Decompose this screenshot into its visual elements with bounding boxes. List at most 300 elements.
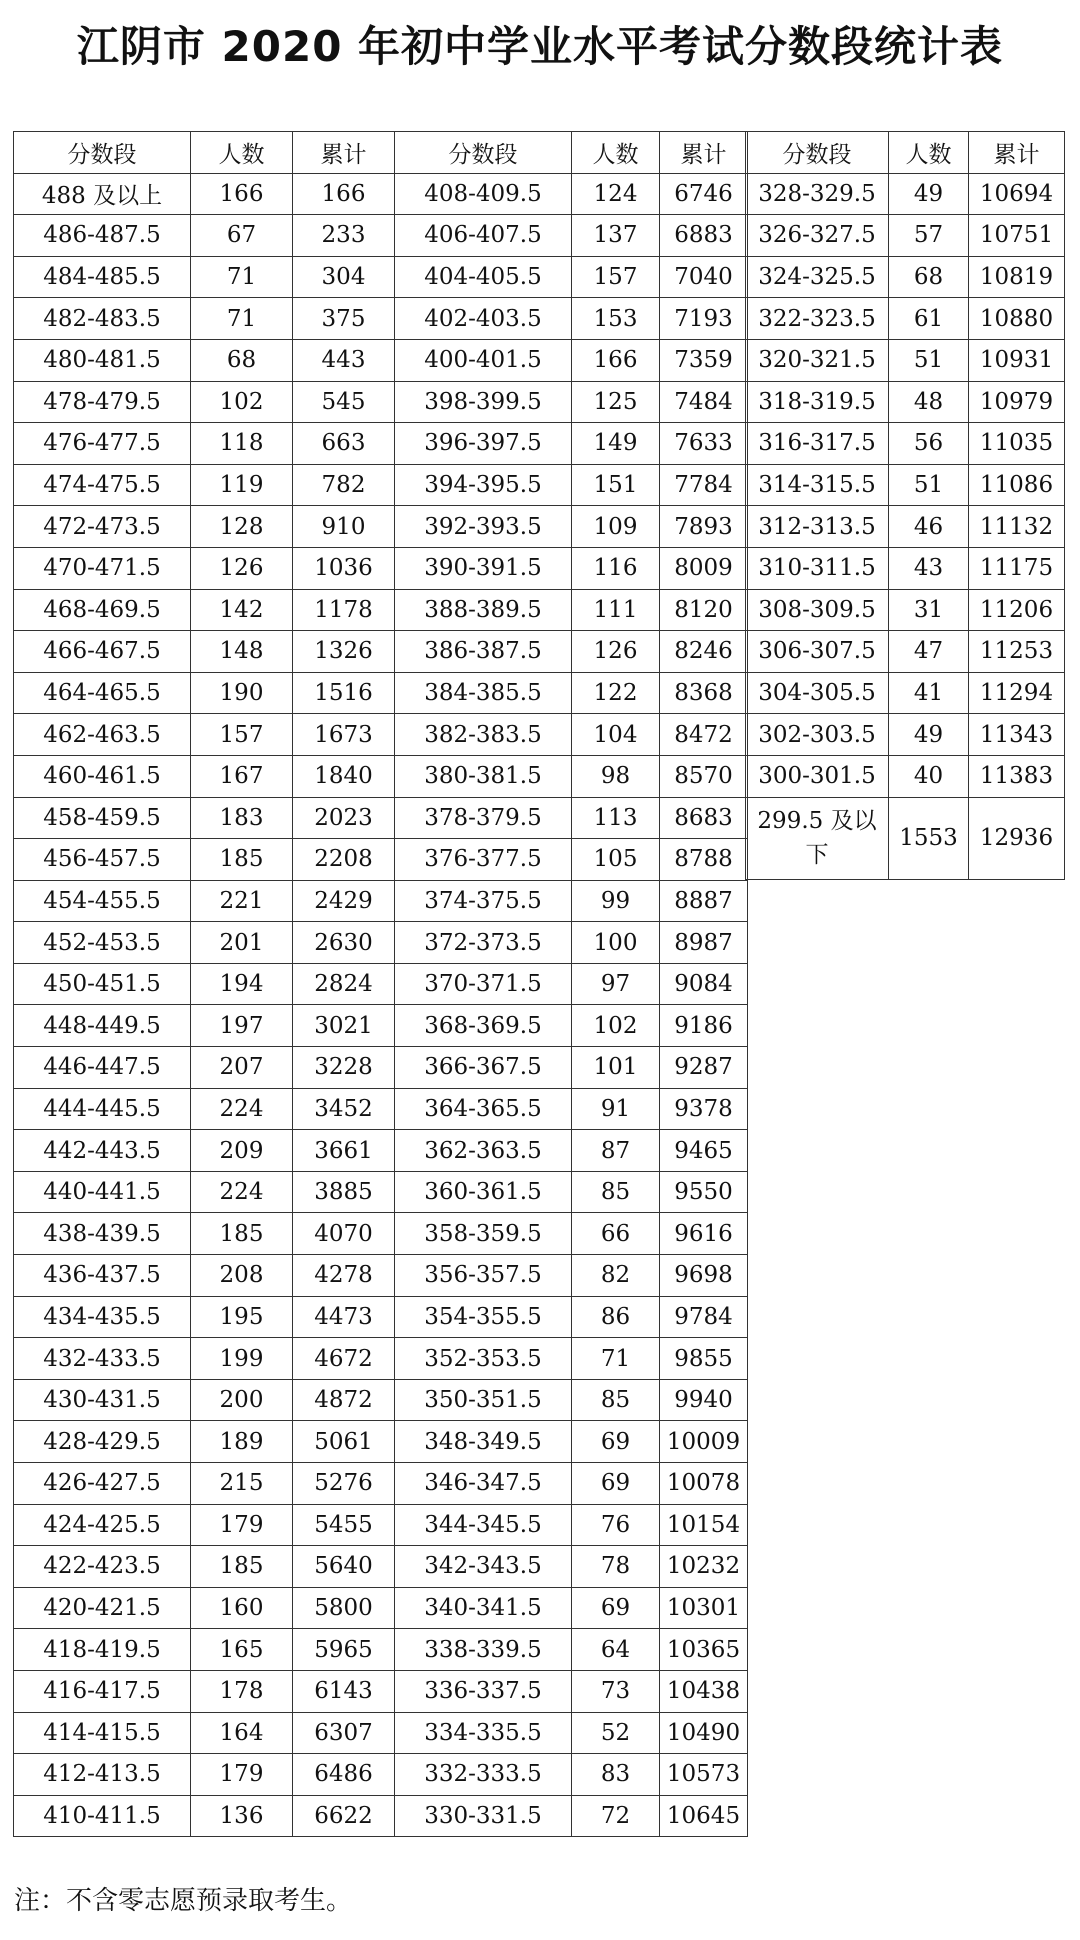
score-range-cell: 356-357.5 — [395, 1255, 572, 1297]
cumulative-cell: 233 — [293, 215, 395, 257]
count-cell: 47 — [889, 631, 969, 673]
score-range-cell: 340-341.5 — [395, 1587, 572, 1629]
score-range-cell: 400-401.5 — [395, 339, 572, 381]
cumulative-cell: 10979 — [969, 381, 1065, 423]
score-range-cell: 442-443.5 — [14, 1130, 191, 1172]
score-range-cell: 310-311.5 — [746, 547, 889, 589]
cumulative-cell: 11175 — [969, 547, 1065, 589]
score-range-cell: 440-441.5 — [14, 1171, 191, 1213]
table-row — [14, 1338, 748, 1380]
score-range-cell: 472-473.5 — [14, 506, 191, 548]
cumulative-cell: 7893 — [660, 506, 748, 548]
table-row — [14, 672, 748, 714]
cumulative-cell: 1840 — [293, 755, 395, 797]
header-row — [746, 132, 1065, 174]
cumulative-cell: 375 — [293, 298, 395, 340]
score-range-cell: 448-449.5 — [14, 1005, 191, 1047]
score-range-cell: 454-455.5 — [14, 880, 191, 922]
count-cell: 48 — [889, 381, 969, 423]
cumulative-cell: 9784 — [660, 1296, 748, 1338]
count-cell: 82 — [572, 1255, 660, 1297]
count-cell: 67 — [191, 215, 293, 257]
count-cell: 119 — [191, 464, 293, 506]
score-range-cell: 398-399.5 — [395, 381, 572, 423]
footnote: 注：不含零志愿预录取考生。 — [14, 1886, 353, 1916]
count-cell: 166 — [191, 173, 293, 215]
count-cell: 116 — [572, 547, 660, 589]
cumulative-cell: 8987 — [660, 922, 748, 964]
score-range-cell: 480-481.5 — [14, 339, 191, 381]
score-range-cell: 306-307.5 — [746, 631, 889, 673]
count-cell: 83 — [572, 1754, 660, 1796]
score-range-cell: 414-415.5 — [14, 1712, 191, 1754]
table-row — [14, 797, 748, 839]
table-row — [14, 1712, 748, 1754]
count-cell: 160 — [191, 1587, 293, 1629]
cumulative-cell: 10078 — [660, 1463, 748, 1505]
count-cell: 91 — [572, 1088, 660, 1130]
score-range-cell: 486-487.5 — [14, 215, 191, 257]
score-range-cell: 334-335.5 — [395, 1712, 572, 1754]
score-range-cell: 320-321.5 — [746, 339, 889, 381]
cumulative-cell: 6143 — [293, 1670, 395, 1712]
count-cell: 149 — [572, 423, 660, 465]
count-cell: 76 — [572, 1504, 660, 1546]
table-row — [746, 464, 1065, 506]
score-range-cell: 428-429.5 — [14, 1421, 191, 1463]
score-range-cell: 396-397.5 — [395, 423, 572, 465]
header-score: 分数段 — [14, 132, 191, 174]
cumulative-cell: 5061 — [293, 1421, 395, 1463]
cumulative-cell: 11132 — [969, 506, 1065, 548]
cumulative-cell: 1036 — [293, 547, 395, 589]
table-row — [746, 215, 1065, 257]
count-cell: 72 — [572, 1795, 660, 1837]
cumulative-cell: 10232 — [660, 1546, 748, 1588]
cumulative-cell: 3021 — [293, 1005, 395, 1047]
table-row — [746, 755, 1065, 797]
score-range-cell: 358-359.5 — [395, 1213, 572, 1255]
cumulative-cell: 10645 — [660, 1795, 748, 1837]
score-range-cell: 352-353.5 — [395, 1338, 572, 1380]
score-range-cell: 456-457.5 — [14, 839, 191, 881]
header-count: 人数 — [889, 132, 969, 174]
score-range-cell: 466-467.5 — [14, 631, 191, 673]
cumulative-cell: 10573 — [660, 1754, 748, 1796]
score-range-cell: 338-339.5 — [395, 1629, 572, 1671]
cumulative-cell: 11383 — [969, 755, 1065, 797]
score-range-cell: 332-333.5 — [395, 1754, 572, 1796]
table-row — [14, 1670, 748, 1712]
cumulative-cell: 11086 — [969, 464, 1065, 506]
cumulative-cell: 4872 — [293, 1379, 395, 1421]
count-cell: 185 — [191, 1213, 293, 1255]
count-cell: 179 — [191, 1504, 293, 1546]
cumulative-cell: 2023 — [293, 797, 395, 839]
cumulative-cell: 8788 — [660, 839, 748, 881]
cumulative-cell: 10438 — [660, 1670, 748, 1712]
cumulative-cell: 9465 — [660, 1130, 748, 1172]
cumulative-cell: 9084 — [660, 963, 748, 1005]
score-range-cell: 464-465.5 — [14, 672, 191, 714]
count-cell: 1553 — [889, 797, 969, 879]
count-cell: 31 — [889, 589, 969, 631]
table-row — [14, 1088, 748, 1130]
cumulative-cell: 7359 — [660, 339, 748, 381]
score-range-cell: 376-377.5 — [395, 839, 572, 881]
score-range-cell: 446-447.5 — [14, 1047, 191, 1089]
table-row — [14, 173, 748, 215]
cumulative-cell: 5640 — [293, 1546, 395, 1588]
cumulative-cell: 9616 — [660, 1213, 748, 1255]
count-cell: 97 — [572, 963, 660, 1005]
score-range-cell: 416-417.5 — [14, 1670, 191, 1712]
cumulative-cell: 2630 — [293, 922, 395, 964]
score-range-cell: 374-375.5 — [395, 880, 572, 922]
count-cell: 85 — [572, 1171, 660, 1213]
count-cell: 49 — [889, 173, 969, 215]
score-range-cell: 344-345.5 — [395, 1504, 572, 1546]
cumulative-cell: 8009 — [660, 547, 748, 589]
cumulative-cell: 4278 — [293, 1255, 395, 1297]
cumulative-cell: 6486 — [293, 1754, 395, 1796]
count-cell: 71 — [572, 1338, 660, 1380]
table-row — [14, 880, 748, 922]
count-cell: 111 — [572, 589, 660, 631]
table-row — [746, 506, 1065, 548]
table-row — [14, 1754, 748, 1796]
table-row — [746, 423, 1065, 465]
score-range-cell: 388-389.5 — [395, 589, 572, 631]
cumulative-cell: 9287 — [660, 1047, 748, 1089]
table-row — [14, 423, 748, 465]
count-cell: 207 — [191, 1047, 293, 1089]
count-cell: 215 — [191, 1463, 293, 1505]
table-row — [14, 1504, 748, 1546]
table-row — [14, 1213, 748, 1255]
count-cell: 157 — [572, 256, 660, 298]
score-range-cell: 370-371.5 — [395, 963, 572, 1005]
score-range-cell: 312-313.5 — [746, 506, 889, 548]
table-row — [746, 631, 1065, 673]
count-cell: 122 — [572, 672, 660, 714]
score-range-cell: 458-459.5 — [14, 797, 191, 839]
count-cell: 87 — [572, 1130, 660, 1172]
count-cell: 41 — [889, 672, 969, 714]
cumulative-cell: 8570 — [660, 755, 748, 797]
table-row — [746, 298, 1065, 340]
cumulative-cell: 6622 — [293, 1795, 395, 1837]
cumulative-cell: 10931 — [969, 339, 1065, 381]
score-range-cell: 378-379.5 — [395, 797, 572, 839]
table-row — [14, 1296, 748, 1338]
count-cell: 224 — [191, 1088, 293, 1130]
score-table-right — [745, 131, 1065, 880]
score-range-cell: 360-361.5 — [395, 1171, 572, 1213]
count-cell: 142 — [191, 589, 293, 631]
cumulative-cell: 5800 — [293, 1587, 395, 1629]
score-range-cell: 408-409.5 — [395, 173, 572, 215]
table-row — [14, 714, 748, 756]
count-cell: 178 — [191, 1670, 293, 1712]
score-range-cell: 308-309.5 — [746, 589, 889, 631]
cumulative-cell: 9698 — [660, 1255, 748, 1297]
cumulative-cell: 4473 — [293, 1296, 395, 1338]
count-cell: 208 — [191, 1255, 293, 1297]
score-range-cell: 426-427.5 — [14, 1463, 191, 1505]
score-range-cell: 470-471.5 — [14, 547, 191, 589]
cumulative-cell: 9186 — [660, 1005, 748, 1047]
count-cell: 179 — [191, 1754, 293, 1796]
cumulative-cell: 8368 — [660, 672, 748, 714]
score-range-cell: 316-317.5 — [746, 423, 889, 465]
cumulative-cell: 3452 — [293, 1088, 395, 1130]
table-row — [14, 1005, 748, 1047]
count-cell: 128 — [191, 506, 293, 548]
cumulative-cell: 2208 — [293, 839, 395, 881]
score-range-cell: 444-445.5 — [14, 1088, 191, 1130]
cumulative-cell: 545 — [293, 381, 395, 423]
score-range-cell: 326-327.5 — [746, 215, 889, 257]
table-row — [14, 381, 748, 423]
cumulative-cell: 1673 — [293, 714, 395, 756]
score-range-cell: 418-419.5 — [14, 1629, 191, 1671]
count-cell: 185 — [191, 1546, 293, 1588]
cumulative-cell: 9378 — [660, 1088, 748, 1130]
score-range-cell: 424-425.5 — [14, 1504, 191, 1546]
count-cell: 51 — [889, 464, 969, 506]
count-cell: 137 — [572, 215, 660, 257]
cumulative-cell: 910 — [293, 506, 395, 548]
table-row — [14, 464, 748, 506]
table-row — [14, 755, 748, 797]
count-cell: 73 — [572, 1670, 660, 1712]
count-cell: 40 — [889, 755, 969, 797]
table-row — [746, 547, 1065, 589]
table-row — [14, 1546, 748, 1588]
table-row — [14, 298, 748, 340]
score-range-cell: 322-323.5 — [746, 298, 889, 340]
cumulative-cell: 304 — [293, 256, 395, 298]
table-row — [14, 631, 748, 673]
table-row — [746, 714, 1065, 756]
cumulative-cell: 3228 — [293, 1047, 395, 1089]
cumulative-cell: 8246 — [660, 631, 748, 673]
cumulative-cell: 8683 — [660, 797, 748, 839]
score-table-left — [13, 131, 748, 1837]
count-cell: 57 — [889, 215, 969, 257]
table-row — [746, 339, 1065, 381]
cumulative-cell: 166 — [293, 173, 395, 215]
score-range-cell: 324-325.5 — [746, 256, 889, 298]
score-range-cell: 404-405.5 — [395, 256, 572, 298]
count-cell: 56 — [889, 423, 969, 465]
score-range-cell: 314-315.5 — [746, 464, 889, 506]
cumulative-cell: 9550 — [660, 1171, 748, 1213]
count-cell: 167 — [191, 755, 293, 797]
cumulative-cell: 11206 — [969, 589, 1065, 631]
cumulative-cell: 7193 — [660, 298, 748, 340]
cumulative-cell: 11294 — [969, 672, 1065, 714]
score-range-cell: 462-463.5 — [14, 714, 191, 756]
cumulative-cell: 11035 — [969, 423, 1065, 465]
count-cell: 105 — [572, 839, 660, 881]
table-row — [14, 547, 748, 589]
count-cell: 51 — [889, 339, 969, 381]
score-range-cell: 346-347.5 — [395, 1463, 572, 1505]
score-range-cell: 364-365.5 — [395, 1088, 572, 1130]
count-cell: 157 — [191, 714, 293, 756]
score-range-cell: 299.5 及以下 — [746, 797, 889, 879]
table-row — [14, 589, 748, 631]
score-range-cell: 406-407.5 — [395, 215, 572, 257]
cumulative-cell: 11253 — [969, 631, 1065, 673]
count-cell: 43 — [889, 547, 969, 589]
score-range-cell: 394-395.5 — [395, 464, 572, 506]
table-row — [14, 1047, 748, 1089]
score-range-cell: 402-403.5 — [395, 298, 572, 340]
count-cell: 189 — [191, 1421, 293, 1463]
count-cell: 71 — [191, 298, 293, 340]
count-cell: 69 — [572, 1587, 660, 1629]
cumulative-cell: 10694 — [969, 173, 1065, 215]
count-cell: 185 — [191, 839, 293, 881]
count-cell: 69 — [572, 1421, 660, 1463]
score-range-cell: 412-413.5 — [14, 1754, 191, 1796]
header-score: 分数段 — [395, 132, 572, 174]
score-range-cell: 430-431.5 — [14, 1379, 191, 1421]
table-row — [14, 506, 748, 548]
score-range-cell: 432-433.5 — [14, 1338, 191, 1380]
cumulative-cell: 2429 — [293, 880, 395, 922]
count-cell: 190 — [191, 672, 293, 714]
score-range-cell: 304-305.5 — [746, 672, 889, 714]
count-cell: 200 — [191, 1379, 293, 1421]
header-total: 累计 — [660, 132, 748, 174]
cumulative-cell: 10490 — [660, 1712, 748, 1754]
table-row — [746, 381, 1065, 423]
count-cell: 98 — [572, 755, 660, 797]
count-cell: 49 — [889, 714, 969, 756]
table-row — [746, 256, 1065, 298]
cumulative-cell: 8472 — [660, 714, 748, 756]
count-cell: 125 — [572, 381, 660, 423]
score-range-cell: 372-373.5 — [395, 922, 572, 964]
cumulative-cell: 2824 — [293, 963, 395, 1005]
score-range-cell: 390-391.5 — [395, 547, 572, 589]
score-range-cell: 382-383.5 — [395, 714, 572, 756]
cumulative-cell: 4672 — [293, 1338, 395, 1380]
cumulative-cell: 7784 — [660, 464, 748, 506]
table-row — [746, 589, 1065, 631]
count-cell: 165 — [191, 1629, 293, 1671]
count-cell: 124 — [572, 173, 660, 215]
score-range-cell: 436-437.5 — [14, 1255, 191, 1297]
count-cell: 64 — [572, 1629, 660, 1671]
score-range-cell: 488 及以上 — [14, 173, 191, 215]
cumulative-cell: 6307 — [293, 1712, 395, 1754]
table-row — [14, 1255, 748, 1297]
table-row — [14, 963, 748, 1005]
score-range-cell: 468-469.5 — [14, 589, 191, 631]
count-cell: 199 — [191, 1338, 293, 1380]
cumulative-cell: 6883 — [660, 215, 748, 257]
header-score: 分数段 — [746, 132, 889, 174]
cumulative-cell: 663 — [293, 423, 395, 465]
count-cell: 102 — [191, 381, 293, 423]
score-range-cell: 410-411.5 — [14, 1795, 191, 1837]
cumulative-cell: 8887 — [660, 880, 748, 922]
page-title: 江阴市 2020 年初中学业水平考试分数段统计表 — [76, 22, 1004, 71]
cumulative-cell: 7040 — [660, 256, 748, 298]
score-range-cell: 438-439.5 — [14, 1213, 191, 1255]
score-range-cell: 384-385.5 — [395, 672, 572, 714]
score-range-cell: 482-483.5 — [14, 298, 191, 340]
cumulative-cell: 7633 — [660, 423, 748, 465]
score-range-cell: 330-331.5 — [395, 1795, 572, 1837]
count-cell: 148 — [191, 631, 293, 673]
cumulative-cell: 5455 — [293, 1504, 395, 1546]
score-range-cell: 368-369.5 — [395, 1005, 572, 1047]
count-cell: 99 — [572, 880, 660, 922]
header-count: 人数 — [191, 132, 293, 174]
score-range-cell: 452-453.5 — [14, 922, 191, 964]
cumulative-cell: 3885 — [293, 1171, 395, 1213]
cumulative-cell: 1326 — [293, 631, 395, 673]
count-cell: 85 — [572, 1379, 660, 1421]
table-row — [14, 1795, 748, 1837]
score-range-cell: 348-349.5 — [395, 1421, 572, 1463]
count-cell: 109 — [572, 506, 660, 548]
score-range-cell: 386-387.5 — [395, 631, 572, 673]
count-cell: 164 — [191, 1712, 293, 1754]
count-cell: 166 — [572, 339, 660, 381]
table-row — [14, 1421, 748, 1463]
count-cell: 151 — [572, 464, 660, 506]
cumulative-cell: 10751 — [969, 215, 1065, 257]
cumulative-cell: 7484 — [660, 381, 748, 423]
cumulative-cell: 5276 — [293, 1463, 395, 1505]
count-cell: 221 — [191, 880, 293, 922]
cumulative-cell: 1516 — [293, 672, 395, 714]
count-cell: 195 — [191, 1296, 293, 1338]
table-row — [14, 1379, 748, 1421]
cumulative-cell: 8120 — [660, 589, 748, 631]
count-cell: 46 — [889, 506, 969, 548]
table-row — [746, 672, 1065, 714]
cumulative-cell: 1178 — [293, 589, 395, 631]
count-cell: 102 — [572, 1005, 660, 1047]
table-row-last — [746, 797, 1065, 879]
cumulative-cell: 9940 — [660, 1379, 748, 1421]
cumulative-cell: 9855 — [660, 1338, 748, 1380]
score-range-cell: 362-363.5 — [395, 1130, 572, 1172]
table-row — [14, 1629, 748, 1671]
table-row — [14, 922, 748, 964]
score-range-cell: 392-393.5 — [395, 506, 572, 548]
cumulative-cell: 3661 — [293, 1130, 395, 1172]
count-cell: 197 — [191, 1005, 293, 1047]
cumulative-cell: 10009 — [660, 1421, 748, 1463]
count-cell: 118 — [191, 423, 293, 465]
score-range-cell: 318-319.5 — [746, 381, 889, 423]
score-range-cell: 460-461.5 — [14, 755, 191, 797]
cumulative-cell: 12936 — [969, 797, 1065, 879]
count-cell: 126 — [572, 631, 660, 673]
score-range-cell: 484-485.5 — [14, 256, 191, 298]
table-row — [14, 215, 748, 257]
count-cell: 183 — [191, 797, 293, 839]
